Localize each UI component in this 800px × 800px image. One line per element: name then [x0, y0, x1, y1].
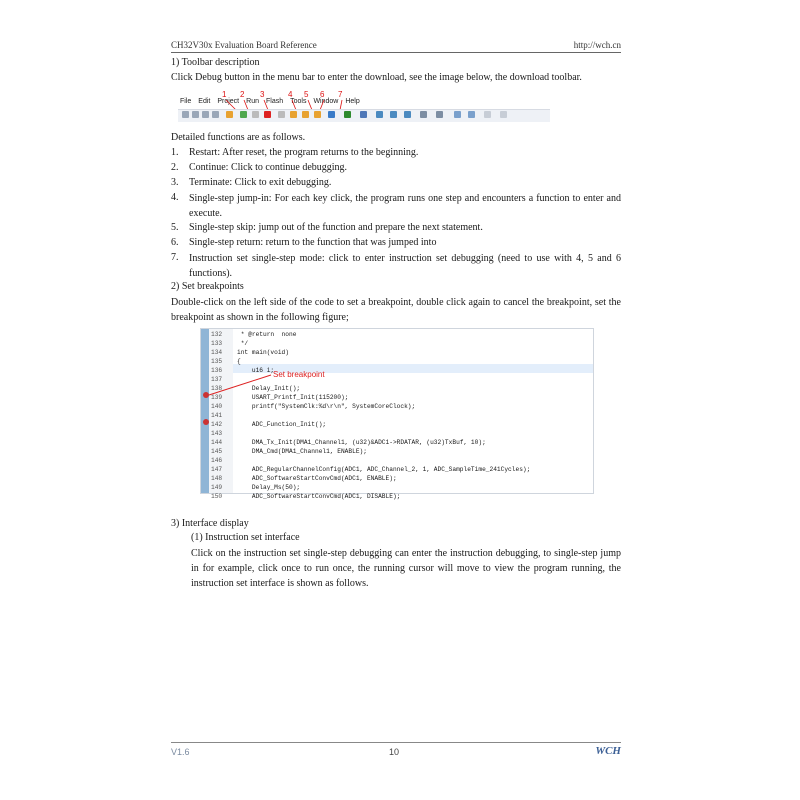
navigate-back-icon[interactable]	[454, 111, 461, 118]
line-number: 133	[211, 340, 223, 347]
line-number: 145	[211, 448, 223, 455]
section-3-heading: 3) Interface display	[171, 518, 249, 529]
code-line[interactable]: ADC_SoftwareStartConvCmd(ADC1, DISABLE);	[237, 493, 401, 500]
terminate-icon[interactable]	[264, 111, 271, 118]
list-number: 6.	[171, 237, 179, 248]
list-item: Single-step return: return to the function that was jumped into	[189, 237, 437, 248]
code-line[interactable]: int main(void)	[237, 349, 289, 356]
line-number: 134	[211, 349, 223, 356]
menu-tools: Tools	[290, 98, 307, 105]
code-line[interactable]: u16 i;	[237, 367, 275, 374]
history-icon[interactable]	[484, 111, 491, 118]
detailed-functions: Detailed functions are as follows.	[171, 132, 306, 143]
restart-icon[interactable]	[226, 111, 233, 118]
line-number: 137	[211, 376, 223, 383]
list-item: Instruction set single-step mode: click to enter instruction set debugging (need to use with 4, 5 and 6 functions).	[189, 253, 621, 279]
breakpoint-marker[interactable]	[203, 419, 209, 425]
line-number: 136	[211, 367, 223, 374]
line-number: 147	[211, 466, 223, 473]
code-line[interactable]: Delay_Init();	[237, 385, 301, 392]
code-line[interactable]: */	[237, 340, 249, 347]
line-number: 148	[211, 475, 223, 482]
search-icon[interactable]	[360, 111, 367, 118]
instruction-step-icon[interactable]	[328, 111, 335, 118]
code-line[interactable]: ADC_Function_Init();	[237, 421, 327, 428]
code-line[interactable]: ADC_RegularChannelConfig(ADC1, ADC_Channel_2, 1, ADC_SampleTime_241Cycles);	[237, 466, 531, 473]
line-number: 144	[211, 439, 223, 446]
step-into-icon[interactable]	[290, 111, 297, 118]
line-number: 146	[211, 457, 223, 464]
callout-number: 7	[338, 90, 343, 99]
pin-icon[interactable]	[500, 111, 507, 118]
code-line[interactable]: * @return none	[237, 331, 297, 338]
code-line[interactable]: Delay_Ms(50);	[237, 484, 301, 491]
list-item: Single-step skip: jump out of the function and prepare the next statement.	[189, 222, 483, 233]
suspend-icon[interactable]	[252, 111, 259, 118]
wch-logo: WCH	[595, 745, 621, 757]
layout-icon[interactable]	[436, 111, 443, 118]
callout-number: 4	[288, 90, 293, 99]
new-file-icon[interactable]	[182, 111, 189, 118]
list-number: 3.	[171, 177, 179, 188]
list-number: 1.	[171, 147, 179, 158]
list-item: Single-step jump-in: For each key click, the program runs one step and encounters a function to enter and execute.	[189, 193, 621, 219]
page-footer	[171, 742, 621, 757]
section-2-heading: 2) Set breakpoints	[171, 281, 244, 292]
menu-file: File	[180, 98, 192, 105]
console-icon[interactable]	[420, 111, 427, 118]
list-number: 4.	[171, 192, 179, 203]
code-line[interactable]: printf("SystemClk:%d\r\n", SystemCoreClock);	[237, 403, 416, 410]
save-all-icon[interactable]	[202, 111, 209, 118]
window-icon[interactable]	[212, 111, 219, 118]
section-1-intro: Click Debug button in the menu bar to enter the download, see the image below, the download toolbar.	[171, 72, 582, 83]
header-url[interactable]: http://wch.cn	[573, 40, 621, 50]
erase-icon[interactable]	[404, 111, 411, 118]
debug-icon[interactable]	[344, 111, 351, 118]
navigate-forward-icon[interactable]	[468, 111, 475, 118]
list-number: 5.	[171, 222, 179, 233]
line-number: 132	[211, 331, 223, 338]
code-line[interactable]: {	[237, 358, 241, 365]
callout-number: 6	[320, 90, 325, 99]
page-number: 10	[389, 747, 400, 757]
menu-run: Run	[246, 98, 259, 105]
menu-help: Help	[345, 98, 360, 105]
code-line[interactable]: ADC_SoftwareStartConvCmd(ADC1, ENABLE);	[237, 475, 397, 482]
set-breakpoint-annotation: Set breakpoint	[273, 370, 325, 379]
list-number: 7.	[171, 252, 179, 263]
continue-icon[interactable]	[240, 111, 247, 118]
step-over-icon[interactable]	[302, 111, 309, 118]
callout-number: 1	[222, 90, 227, 99]
step-return-icon[interactable]	[314, 111, 321, 118]
list-item: Continue: Click to continue debugging.	[189, 162, 348, 173]
line-number: 143	[211, 430, 223, 437]
list-number: 2.	[171, 162, 179, 173]
callout-number: 5	[304, 90, 309, 99]
callout-number: 3	[260, 90, 265, 99]
annotation-arrow	[205, 373, 285, 413]
header-title: CH32V30x Evaluation Board Reference	[171, 40, 317, 50]
code-line[interactable]: USART_Printf_Init(115200);	[237, 394, 349, 401]
version-label: V1.6	[171, 747, 190, 757]
section-2-text: Double-click on the left side of the code to set a breakpoint, double click again to cancel the breakpoint, set the breakpoint as shown in the following figure;	[171, 297, 621, 323]
list-item: Terminate: Click to exit debugging.	[189, 177, 332, 188]
menu-window: Window	[313, 98, 339, 105]
section-3-text: Click on the instruction set single-step debugging can enter the instruction debugging, to single-step jump in for example, click once to run once, the running cursor will move to view the program running, the instruction set interface is shown as follows.	[191, 548, 621, 589]
line-number: 141	[211, 412, 223, 419]
line-number: 150	[211, 493, 223, 500]
page-header	[171, 40, 621, 53]
line-number: 139	[211, 394, 223, 401]
line-number: 149	[211, 484, 223, 491]
menu-edit: Edit	[198, 98, 211, 105]
save-icon[interactable]	[192, 111, 199, 118]
target-icon[interactable]	[376, 111, 383, 118]
code-line[interactable]: DMA_Tx_Init(DMA1_Channel1, (u32)&ADC1->RDATAR, (u32)TxBuf, 10);	[237, 439, 486, 446]
code-editor-screenshot	[200, 328, 594, 500]
code-line[interactable]: DMA_Cmd(DMA1_Channel1, ENABLE);	[237, 448, 367, 455]
line-number: 135	[211, 358, 223, 365]
menu-project: Project	[217, 98, 240, 105]
list-item: Restart: After reset, the program returns to the beginning.	[189, 147, 419, 158]
flash-download-icon[interactable]	[390, 111, 397, 118]
callout-number: 2	[240, 90, 245, 99]
section-1-heading: 1) Toolbar description	[171, 57, 260, 68]
line-number: 138	[211, 385, 223, 392]
toolbar-screenshot	[178, 90, 550, 124]
line-number: 142	[211, 421, 223, 428]
menu-flash: Flash	[265, 98, 284, 105]
disconnect-icon[interactable]	[278, 111, 285, 118]
section-3-subheading: (1) Instruction set interface	[191, 532, 300, 543]
line-number: 140	[211, 403, 223, 410]
